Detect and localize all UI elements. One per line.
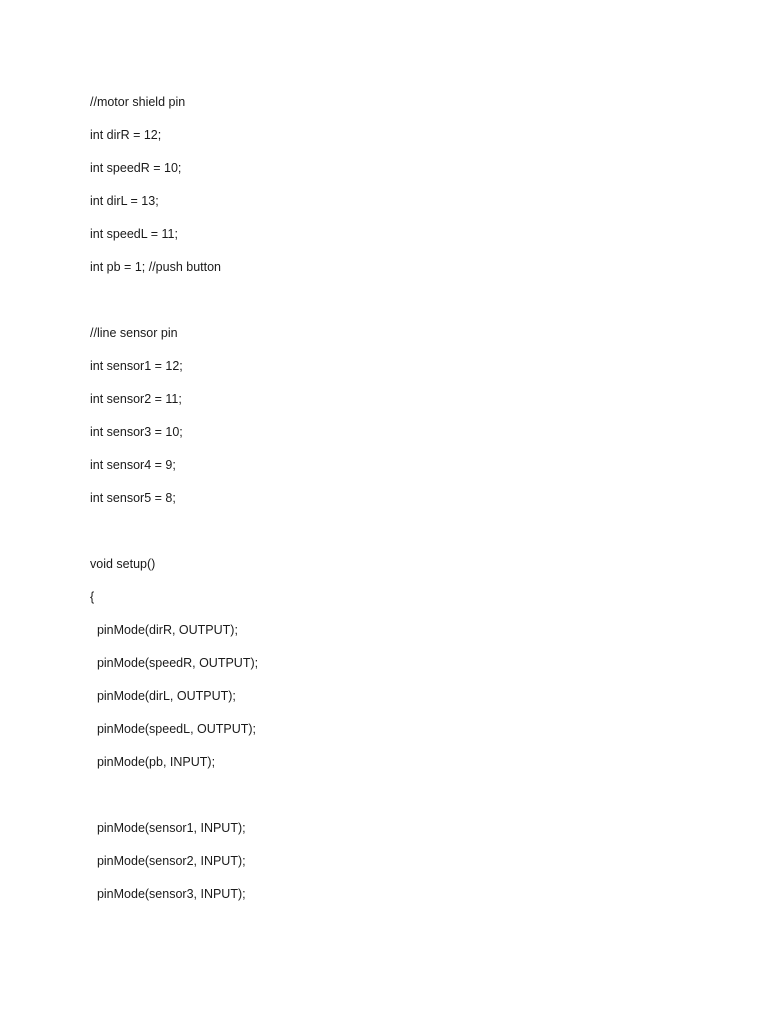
code-line: pinMode(sensor2, INPUT);	[90, 854, 246, 868]
code-line: void setup()	[90, 557, 156, 571]
code-line	[90, 292, 258, 325]
code-listing	[90, 94, 258, 919]
code-line: int pb = 1; //push button	[90, 260, 221, 274]
code-line: //line sensor pin	[90, 326, 178, 340]
code-line: int dirL = 13;	[90, 194, 159, 208]
code-line: pinMode(dirL, OUTPUT);	[90, 689, 236, 703]
code-line: int sensor5 = 8;	[90, 491, 176, 505]
code-line	[90, 787, 258, 820]
code-line: int sensor1 = 12;	[90, 359, 183, 373]
code-line: {	[90, 590, 95, 604]
code-line: pinMode(dirR, OUTPUT);	[90, 623, 238, 637]
code-line: int sensor2 = 11;	[90, 392, 182, 406]
code-line: int sensor4 = 9;	[90, 458, 176, 472]
code-line: pinMode(speedR, OUTPUT);	[90, 656, 259, 670]
code-line: int sensor3 = 10;	[90, 425, 183, 439]
code-line: pinMode(speedL, OUTPUT);	[90, 722, 257, 736]
code-line: int speedL = 11;	[90, 227, 178, 241]
code-line: pinMode(pb, INPUT);	[90, 755, 216, 769]
code-line: int speedR = 10;	[90, 161, 182, 175]
code-line: pinMode(sensor3, INPUT);	[90, 887, 246, 901]
code-line: //motor shield pin	[90, 95, 186, 109]
code-line: int dirR = 12;	[90, 128, 162, 142]
code-line: pinMode(sensor1, INPUT);	[90, 821, 246, 835]
code-line	[90, 523, 258, 556]
